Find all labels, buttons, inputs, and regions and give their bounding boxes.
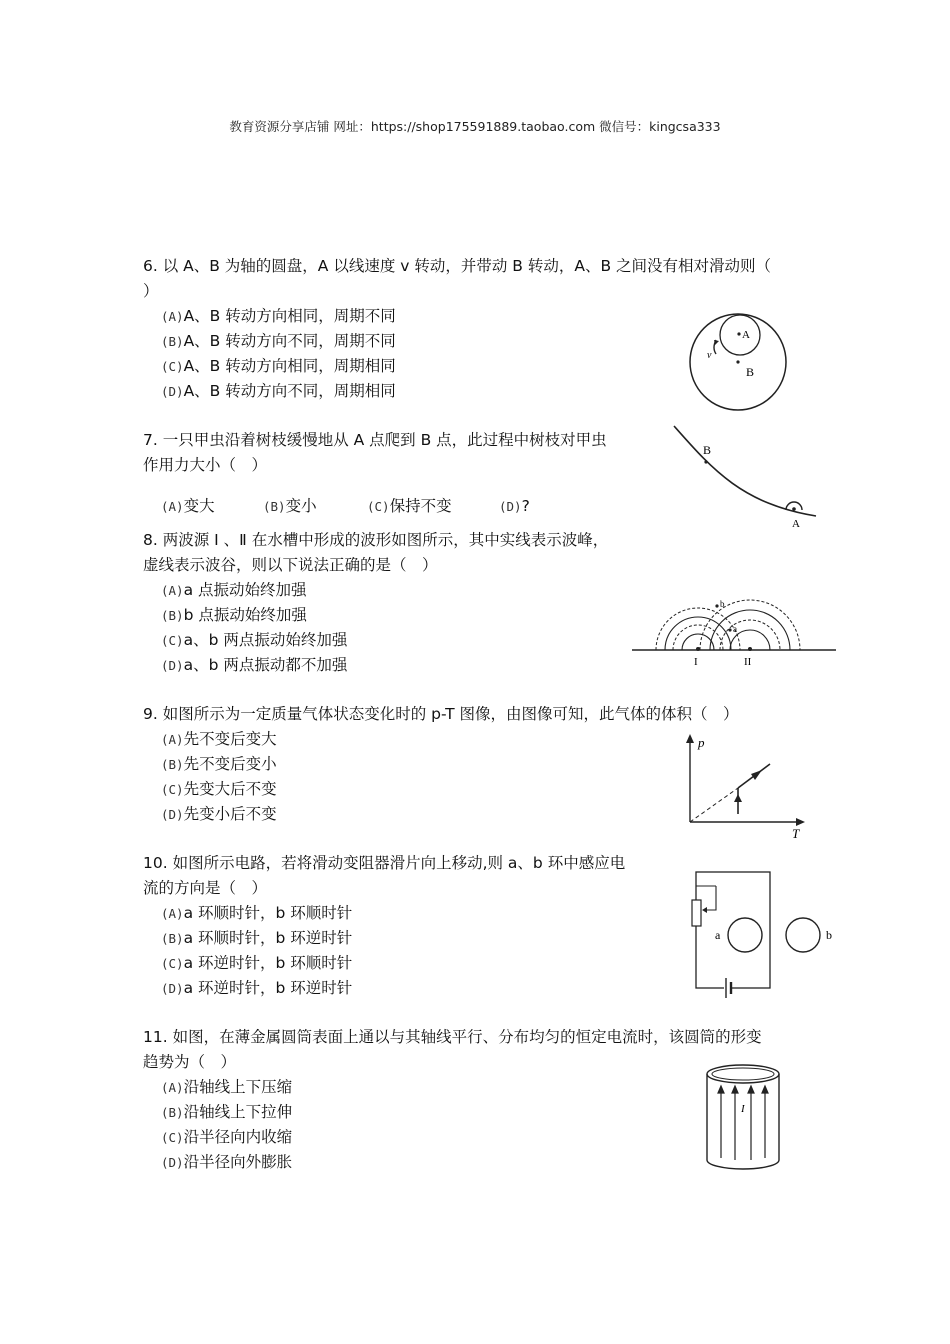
question-stem: 流的方向是（ ） xyxy=(143,879,268,897)
figure-p-t-graph xyxy=(684,734,809,842)
figure-cylinder xyxy=(703,1062,783,1172)
label-t: T xyxy=(792,826,800,841)
option-b[interactable]: (B)变小 xyxy=(263,496,317,515)
question-stem: 7. 一只甲虫沿着树枝缓慢地从 A 点爬到 B 点，此过程中树枝对甲虫 xyxy=(143,431,607,449)
label-v: v xyxy=(707,350,712,361)
figure-waves xyxy=(632,592,837,672)
option-c[interactable]: (C)a 环逆时针，b 环顺时针 xyxy=(161,954,353,972)
label-a: A xyxy=(792,518,800,530)
question-6 xyxy=(143,254,771,404)
option-a[interactable]: (A)先不变后变大 xyxy=(161,730,277,748)
option-b[interactable]: (B)a 环顺时针，b 环逆时针 xyxy=(161,929,353,947)
label-b: B xyxy=(703,443,712,457)
option-d[interactable]: (D)A、B 转动方向不同，周期相同 xyxy=(161,382,396,400)
label-source-2: II xyxy=(744,656,752,668)
option-c[interactable]: (C)A、B 转动方向相同，周期相同 xyxy=(161,357,396,375)
label-current: I xyxy=(741,1103,745,1115)
option-d[interactable]: (D)先变小后不变 xyxy=(161,805,277,823)
label-a: a xyxy=(715,928,721,942)
question-stem: 11. 如图，在薄金属圆筒表面上通以与其轴线平行、分布均匀的恒定电流时，该圆筒的形变 xyxy=(143,1028,762,1046)
option-b[interactable]: (B)A、B 转动方向不同，周期不同 xyxy=(161,332,396,350)
figure-branch xyxy=(672,424,822,534)
option-d[interactable]: (D)a、b 两点振动都不加强 xyxy=(161,656,348,674)
option-a[interactable]: (A)沿轴线上下压缩 xyxy=(161,1078,293,1096)
option-c[interactable]: (C)先变大后不变 xyxy=(161,780,277,798)
label-a: A xyxy=(742,329,750,341)
option-d[interactable]: (D)? xyxy=(499,496,530,515)
question-stem: 8. 两波源 Ⅰ 、Ⅱ 在水槽中形成的波形如图所示，其中实线表示波峰， xyxy=(143,531,609,549)
label-b: b xyxy=(826,928,832,942)
option-a[interactable]: (A)变大 xyxy=(161,496,215,515)
label-b: b xyxy=(720,599,725,609)
option-c[interactable]: (C)a、b 两点振动始终加强 xyxy=(161,631,348,649)
question-11 xyxy=(143,1025,762,1175)
page-header: 教育资源分享店铺 网址：https://shop175591889.taobao.com 微信号：kingcsa333 xyxy=(229,119,721,134)
option-d[interactable]: (D)沿半径向外膨胀 xyxy=(161,1153,293,1171)
option-b[interactable]: (B)沿轴线上下拉伸 xyxy=(161,1103,293,1121)
label-p: p xyxy=(698,735,705,750)
option-a[interactable]: (A)a 环顺时针，b 环顺时针 xyxy=(161,904,353,922)
question-stem: 虚线表示波谷，则以下说法正确的是（ ） xyxy=(143,556,438,574)
option-a[interactable]: (A)A、B 转动方向相同，周期不同 xyxy=(161,307,396,325)
option-a[interactable]: (A)a 点振动始终加强 xyxy=(161,581,307,599)
question-10 xyxy=(143,851,625,1001)
option-c[interactable]: (C)保持不变 xyxy=(367,496,452,515)
option-b[interactable]: (B)b 点振动始终加强 xyxy=(161,606,307,624)
question-stem: ） xyxy=(143,282,159,300)
figure-circuit xyxy=(690,870,840,1000)
question-7 xyxy=(143,428,607,534)
figure-disc xyxy=(686,310,790,414)
label-source-1: I xyxy=(694,656,698,668)
question-stem: 趋势为（ ） xyxy=(143,1053,237,1071)
question-9 xyxy=(143,702,739,827)
option-c[interactable]: (C)沿半径向内收缩 xyxy=(161,1128,293,1146)
question-stem: 6. 以 A、B 为轴的圆盘，A 以线速度 v 转动，并带动 B 转动，A、B 之间没有相对滑动则（ xyxy=(143,257,772,275)
option-d[interactable]: (D)a 环逆时针，b 环逆时针 xyxy=(161,979,353,997)
label-b: B xyxy=(746,365,755,379)
question-stem: 9. 如图所示为一定质量气体状态变化时的 p-T 图像，由图像可知，此气体的体积（ ） xyxy=(143,705,739,723)
label-a: a xyxy=(733,624,737,634)
option-b[interactable]: (B)先不变后变小 xyxy=(161,755,277,773)
question-8 xyxy=(143,528,608,678)
question-stem: 作用力大小（ ） xyxy=(143,456,268,474)
options-row xyxy=(161,494,607,519)
question-stem: 10. 如图所示电路，若将滑动变阻器滑片向上移动,则 a、b 环中感应电 xyxy=(143,854,626,872)
